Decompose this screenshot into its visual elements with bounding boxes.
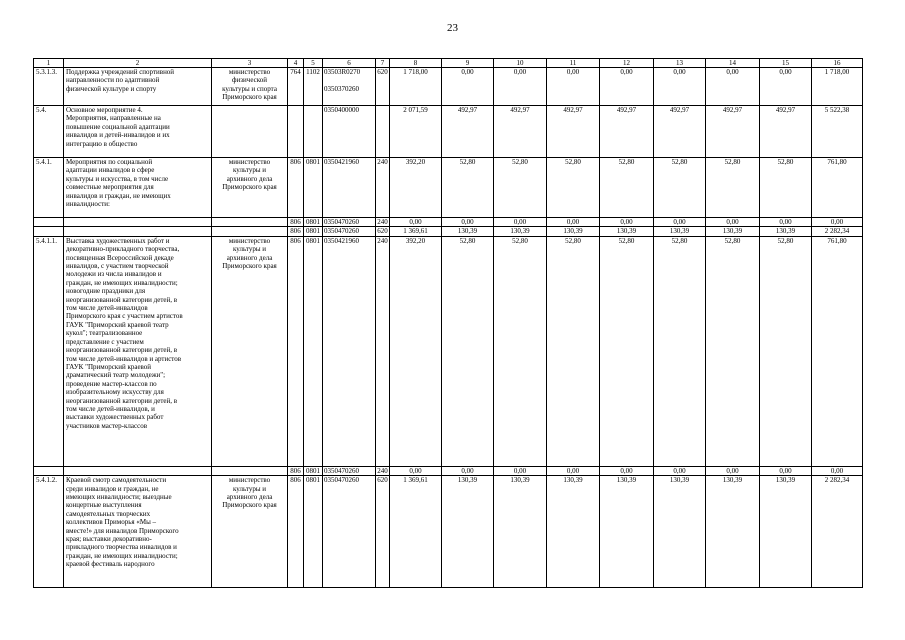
amount-cell: 52,80 <box>442 158 494 218</box>
item-number: 5.4.1.2. <box>34 476 64 588</box>
executor <box>212 227 288 236</box>
column-number: 7 <box>376 59 390 68</box>
column-number: 15 <box>760 59 812 68</box>
amount-cell: 52,80 <box>706 158 760 218</box>
amount-cell: 52,80 <box>760 236 812 466</box>
amount-cell: 2 282,34 <box>812 227 863 236</box>
amount-cell: 0,00 <box>494 68 547 106</box>
column-number: 5 <box>304 59 323 68</box>
amount-cell: 52,80 <box>654 236 706 466</box>
amount-cell: 0,00 <box>442 68 494 106</box>
amount-cell: 130,39 <box>760 227 812 236</box>
item-name: Основное мероприятие 4. Мероприятия, направленные на повышение социальной адаптации инвалидов и детей-инвалидов и их интеграцию в общество <box>64 106 212 158</box>
item-name: Поддержка учреждений спортивной направленности по адаптивной физической культуре и спорту <box>64 68 212 106</box>
amount-cell: 52,80 <box>706 236 760 466</box>
column-number: 11 <box>547 59 600 68</box>
column-number: 13 <box>654 59 706 68</box>
amount-cell: 0,00 <box>812 218 863 227</box>
amount-cell: 130,39 <box>706 476 760 588</box>
amount-cell: 52,80 <box>547 236 600 466</box>
table-row <box>34 158 863 218</box>
amount-cell: 0,00 <box>494 466 547 475</box>
target-article-code: 0350400000 <box>323 106 376 158</box>
amount-cell: 761,80 <box>812 158 863 218</box>
column-number: 4 <box>288 59 304 68</box>
target-article-code: 0350421960 <box>323 158 376 218</box>
amount-cell: 0,00 <box>600 466 654 475</box>
item-name <box>64 218 212 227</box>
section-code: 1102 <box>304 68 323 106</box>
executor: министерство культуры и архивного дела Приморского края <box>212 476 288 588</box>
amount-cell: 0,00 <box>600 68 654 106</box>
table-row <box>34 106 863 158</box>
amount-cell: 130,39 <box>600 476 654 588</box>
amount-cell: 0,00 <box>600 218 654 227</box>
column-number: 16 <box>812 59 863 68</box>
amount-cell: 0,00 <box>706 466 760 475</box>
amount-cell: 130,39 <box>494 227 547 236</box>
amount-cell: 52,80 <box>600 236 654 466</box>
section-code: 0801 <box>304 158 323 218</box>
expense-type-code <box>376 106 390 158</box>
item-name: Выставка художественных работ и декоративно-прикладного творчества, посвященная Всероссийской декаде инвалидов, с участием творческой молодежи из числа инвалидов и граждан, не имеющих инвалидности; новогодние праздники для неорганизованной категории детей, в том числе детей-инвалидов Приморского края с участием артистов ГАУК "Приморский краевой театр кукол"; театрализованное представление с участием неорганизованной категории детей, в том числе детей-инвалидов и артистов ГАУК "Приморский краевой драматический театр молодежи"; проведение мастер-классов по изобразительному искусству для неорганизованной категории детей, в том числе детей-инвалидов, и выставки художественных работ участников мастер-классов <box>64 236 212 466</box>
expense-type-code: 240 <box>377 218 388 226</box>
table-row <box>34 218 863 227</box>
amount-cell: 52,80 <box>494 158 547 218</box>
section-code: 0801 <box>304 236 323 466</box>
amount-cell: 52,80 <box>654 158 706 218</box>
expense-type-code: 240 <box>377 466 388 475</box>
budget-table <box>33 58 863 588</box>
grbs-code: 806 <box>288 466 304 475</box>
target-article-code: 0350470260 <box>323 466 376 475</box>
amount-cell: 0,00 <box>812 466 863 475</box>
item-name <box>64 466 212 475</box>
item-number: 5.3.1.3. <box>34 68 64 106</box>
amount-cell: 392,20 <box>390 158 442 218</box>
executor: министерство физической культуры и спорта Приморского края <box>212 68 288 106</box>
amount-cell: 52,80 <box>442 236 494 466</box>
expense-type-code: 620 <box>376 68 390 106</box>
amount-cell: 0,00 <box>547 68 600 106</box>
amount-cell: 1 718,00 <box>390 68 442 106</box>
table-row <box>34 236 863 466</box>
executor: министерство культуры и архивного дела Приморского края <box>212 158 288 218</box>
column-number: 12 <box>600 59 654 68</box>
executor <box>212 218 288 227</box>
amount-cell: 0,00 <box>760 68 812 106</box>
grbs-code: 806 <box>288 218 304 227</box>
target-article-code: 0350470260 <box>323 227 376 236</box>
item-name <box>64 227 212 236</box>
column-number: 9 <box>442 59 494 68</box>
amount-cell: 0,00 <box>547 466 600 475</box>
grbs-code: 806 <box>288 158 304 218</box>
expense-type-code: 620 <box>376 476 390 588</box>
amount-cell: 2 071,59 <box>390 106 442 158</box>
amount-cell: 0,00 <box>654 68 706 106</box>
executor: министерство культуры и архивного дела Приморского края <box>212 236 288 466</box>
amount-cell: 392,20 <box>390 236 442 466</box>
target-article-code: 0350470260 <box>323 218 376 227</box>
amount-cell: 52,80 <box>600 158 654 218</box>
amount-cell: 1 718,00 <box>812 68 863 106</box>
column-number: 14 <box>706 59 760 68</box>
item-number: 5.4.1. <box>34 158 64 218</box>
column-number: 1 <box>34 59 64 68</box>
amount-cell: 492,97 <box>442 106 494 158</box>
grbs-code: 806 <box>288 227 304 236</box>
amount-cell: 52,80 <box>494 236 547 466</box>
header-row <box>34 59 863 68</box>
target-article-code: 0350421960 <box>323 236 376 466</box>
amount-cell: 492,97 <box>547 106 600 158</box>
amount-cell: 130,39 <box>654 476 706 588</box>
target-article-code: 03503R0270 0350370260 <box>323 68 376 106</box>
amount-cell: 0,00 <box>706 218 760 227</box>
amount-cell: 0,00 <box>442 218 494 227</box>
grbs-code: 806 <box>288 476 304 588</box>
amount-cell: 130,39 <box>760 476 812 588</box>
executor <box>212 466 288 475</box>
grbs-code: 764 <box>288 68 304 106</box>
table-row <box>34 68 863 106</box>
amount-cell: 0,00 <box>547 218 600 227</box>
amount-cell: 130,39 <box>600 227 654 236</box>
target-article-code: 0350470260 <box>323 476 376 588</box>
amount-cell: 761,80 <box>812 236 863 466</box>
column-number: 10 <box>494 59 547 68</box>
amount-cell: 0,00 <box>760 218 812 227</box>
section-code: 0801 <box>304 466 323 475</box>
item-number <box>34 218 64 227</box>
amount-cell: 130,39 <box>442 227 494 236</box>
amount-cell: 130,39 <box>654 227 706 236</box>
amount-cell: 5 522,38 <box>812 106 863 158</box>
item-number <box>34 466 64 475</box>
section-code <box>304 106 323 158</box>
item-name: Краевой смотр самодеятельности среди инвалидов и граждан, не имеющих инвалидности; выездные концертные выступления самодеятельных творческих коллективов Приморья «Мы – вместе!» для инвалидов Приморского края; выставки декоративно- прикладного творчества инвалидов и граждан, не имеющих инвалидности; краевой фестиваль народного <box>64 476 212 588</box>
item-name: Мероприятия по социальной адаптации инвалидов в сфере культуры и искусства, в том числе совместные мероприятия для инвалидов и граждан, не имеющих инвалидности: <box>64 158 212 218</box>
amount-cell: 0,00 <box>654 218 706 227</box>
amount-cell: 52,80 <box>760 158 812 218</box>
item-number: 5.4.1.1. <box>34 236 64 466</box>
amount-cell: 0,00 <box>442 466 494 475</box>
amount-cell: 492,97 <box>706 106 760 158</box>
amount-cell: 52,80 <box>547 158 600 218</box>
table-row <box>34 466 863 475</box>
amount-cell: 130,39 <box>547 476 600 588</box>
amount-cell: 0,00 <box>706 68 760 106</box>
amount-cell: 130,39 <box>547 227 600 236</box>
amount-cell: 2 282,34 <box>812 476 863 588</box>
expense-type-code: 240 <box>376 158 390 218</box>
table-row <box>34 476 863 588</box>
amount-cell: 0,00 <box>654 466 706 475</box>
page-number: 23 <box>447 22 458 34</box>
column-number: 2 <box>64 59 212 68</box>
amount-cell: 0,00 <box>494 218 547 227</box>
amount-cell: 130,39 <box>706 227 760 236</box>
section-code: 0801 <box>304 218 323 227</box>
amount-cell: 130,39 <box>494 476 547 588</box>
amount-cell: 130,39 <box>442 476 494 588</box>
section-code: 0801 <box>304 476 323 588</box>
item-number <box>34 227 64 236</box>
amount-cell: 0,00 <box>390 466 442 475</box>
column-number: 6 <box>323 59 376 68</box>
section-code: 0801 <box>304 227 323 236</box>
amount-cell: 1 369,61 <box>390 227 442 236</box>
amount-cell: 492,97 <box>600 106 654 158</box>
grbs-code <box>288 106 304 158</box>
column-number: 8 <box>390 59 442 68</box>
amount-cell: 492,97 <box>494 106 547 158</box>
amount-cell: 492,97 <box>760 106 812 158</box>
expense-type-code: 240 <box>376 236 390 466</box>
expense-type-code: 620 <box>377 227 388 236</box>
column-number: 3 <box>212 59 288 68</box>
amount-cell: 492,97 <box>654 106 706 158</box>
amount-cell: 1 369,61 <box>390 476 442 588</box>
table-row <box>34 227 863 236</box>
amount-cell: 0,00 <box>390 218 442 227</box>
grbs-code: 806 <box>288 236 304 466</box>
item-number: 5.4. <box>34 106 64 158</box>
amount-cell: 0,00 <box>760 466 812 475</box>
executor <box>212 106 288 158</box>
